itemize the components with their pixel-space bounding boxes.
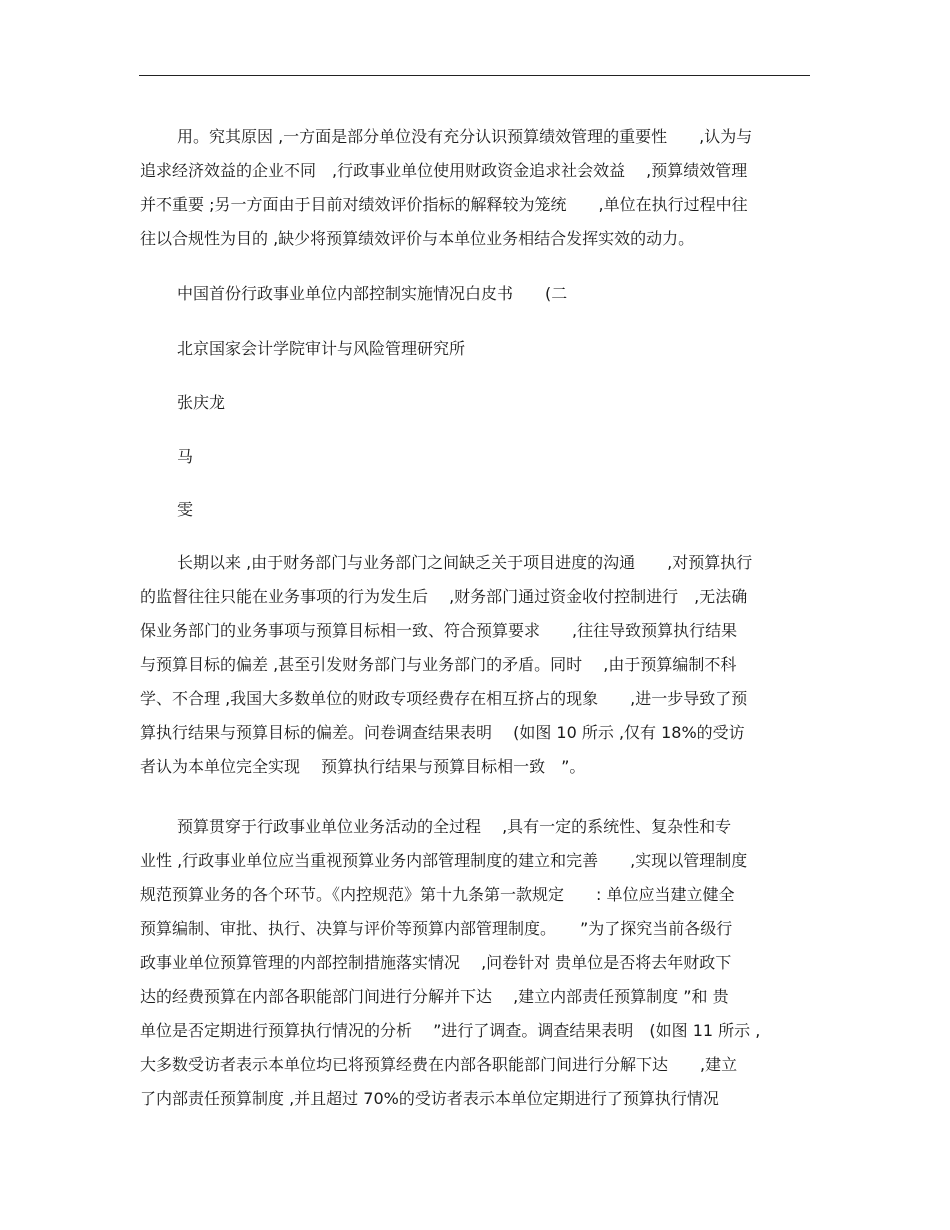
text-line: 预算贯穿于行政事业单位业务活动的全过程 ,具有一定的系统性、复杂性和专 — [177, 817, 732, 836]
author-name: 雯 — [177, 500, 194, 519]
institution: 北京国家会计学院审计与风险管理研究所 — [177, 339, 466, 358]
text-line: 与预算目标的偏差 ,甚至引发财务部门与业务部门的矛盾。同时 ,由于预算编制不科 — [140, 655, 737, 674]
text-line: 的监督往往只能在业务事项的行为发生后 ,财务部门通过资金收付控制进行 ,无法确 — [140, 587, 748, 606]
header-rule — [139, 75, 810, 76]
document-title: 中国首份行政事业单位内部控制实施情况白皮书 (二 — [177, 284, 568, 303]
author-name: 马 — [177, 447, 194, 466]
text-line: 保业务部门的业务事项与预算目标相一致、符合预算要求 ,往往导致预算执行结果 — [140, 621, 738, 640]
author-name: 张庆龙 — [177, 393, 226, 412]
text-line: 往以合规性为目的 ,缺少将预算绩效评价与本单位业务相结合发挥实效的动力。 — [140, 229, 695, 248]
text-line: 规范预算业务的各个环节。《内控规范》第十九条第一款规定 : 单位应当建立健全 — [140, 885, 735, 904]
text-line: 政事业单位预算管理的内部控制措施落实情况 ,问卷针对 贵单位是否将去年财政下 — [140, 953, 732, 972]
text-line: 追求经济效益的企业不同 ,行政事业单位使用财政资金追求社会效益 ,预算绩效管理 — [140, 161, 748, 180]
text-line: 业性 ,行政事业单位应当重视预算业务内部管理制度的建立和完善 ,实现以管理制度 — [140, 851, 748, 870]
text-line: 算执行结果与预算目标的偏差。问卷调查结果表明 (如图 10 所示 ,仅有 18%的受访 — [140, 723, 745, 742]
text-line: 长期以来 ,由于财务部门与业务部门之间缺乏关于项目进度的沟通 ,对预算执行 — [177, 553, 753, 572]
text-line: 了内部责任预算制度 ,并且超过 70%的受访者表示本单位定期进行了预算执行情况 — [140, 1089, 719, 1108]
text-line: 者认为本单位完全实现 预算执行结果与预算目标相一致 ”。 — [140, 757, 586, 776]
text-line: 达的经费预算在内部各职能部门间进行分解并下达 ,建立内部责任预算制度 ”和 贵 — [140, 987, 729, 1006]
text-line: 预算编制、审批、执行、决算与评价等预算内部管理制度。 ”为了探究当前各级行 — [140, 919, 733, 938]
text-line: 学、不合理 ,我国大多数单位的财政专项经费存在相互挤占的现象 ,进一步导致了预 — [140, 689, 748, 708]
text-line: 单位是否定期进行预算执行情况的分析 ”进行了调查。调查结果表明 (如图 11 所示 , — [140, 1021, 761, 1040]
text-line: 大多数受访者表示本单位均已将预算经费在内部各职能部门间进行分解下达 ,建立 — [140, 1055, 738, 1074]
text-line: 用。究其原因 ,一方面是部分单位没有充分认识预算绩效管理的重要性 ,认为与 — [177, 127, 753, 146]
text-line: 并不重要 ;另一方面由于目前对绩效评价指标的解释较为笼统 ,单位在执行过程中往 — [140, 195, 748, 214]
